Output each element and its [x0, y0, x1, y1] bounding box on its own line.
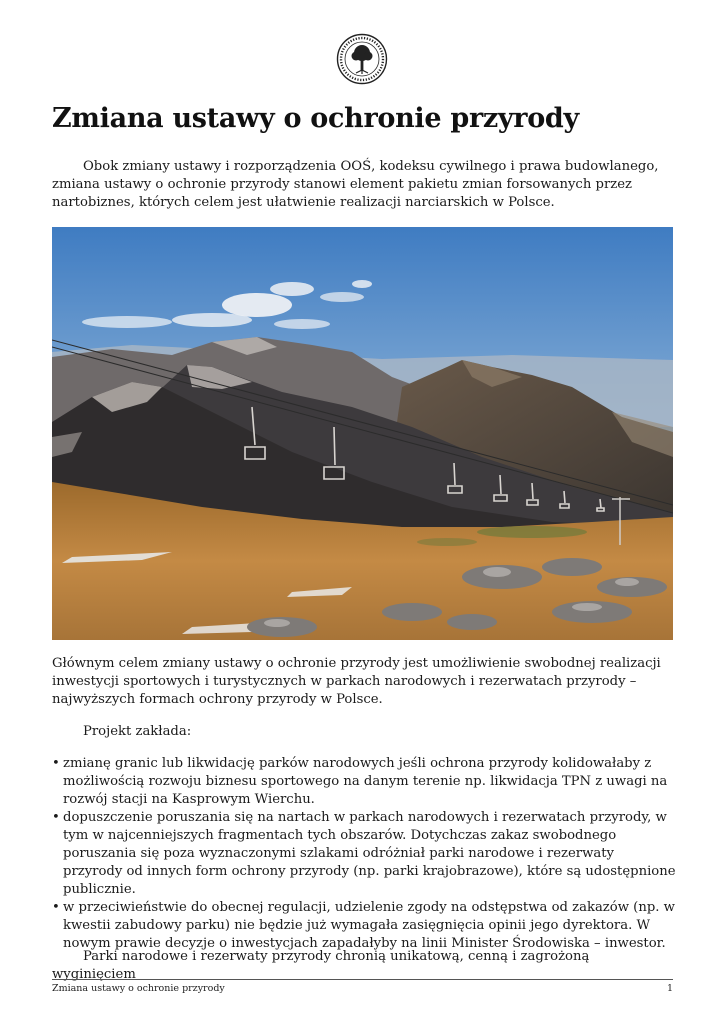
main-goal-paragraph: Głównym celem zmiany ustawy o ochronie przyrody jest umożliwienie swobodnej realizacji inwestycji sportowych i turystycznych w parkach narodowych i rezerwatach przyrody – najwyższych formach ochrony przyrody w Polsce.	[52, 656, 661, 707]
intro-paragraph: Obok zmiany ustawy i rozporządzenia OOŚ, kodeksu cywilnego i prawa budowlanego, zmiana ustawy o ochronie przyrody stanowi element pakietu zmian forsowanych przez nartobiznes, których celem jest ułatwienie realizacji narciarskich w Polsce.	[52, 159, 659, 210]
organization-logo	[336, 33, 388, 85]
bullet-marker: •	[52, 756, 60, 771]
footer-title: Zmiana ustawy o ochronie przyrody	[52, 983, 225, 994]
list-item	[52, 899, 677, 953]
project-intro: Projekt zakłada:	[83, 724, 192, 739]
bullet-marker: •	[52, 900, 60, 915]
bullet-text: zmianę granic lub likwidację parków narodowych jeśli ochrona przyrody kolidowałaby z możliwością rozwoju biznesu sportowego na danym terenie np. likwidacja TPN z uwagi na rozwój stacji na Kasprowym Wierchu.	[63, 756, 668, 807]
list-item	[52, 755, 677, 809]
closing-paragraph: Parki narodowe i rezerwaty przyrody chronią unikatową, cenną i zagrożoną wyginięciem	[52, 949, 590, 982]
list-item	[52, 809, 677, 899]
page-title: Zmiana ustawy o ochronie przyrody	[52, 103, 579, 134]
footer-divider	[52, 979, 673, 980]
bullet-text: w przeciwieństwie do obecnej regulacji, udzielenie zgody na odstępstwa od zakazów (np. w kwestii zabudowy parku) nie będzie już wymagała zasięgnięcia opinii jego dyrektora. W nowym prawie decyzje o inwestycjach zapadałyby na linii Minister Środowiska – inwestor.	[63, 900, 675, 951]
mountain-chairlift-photo	[52, 227, 673, 640]
page-number: 1	[666, 983, 673, 994]
project-bullet-list	[52, 755, 677, 953]
bullet-text: dopuszczenie poruszania się na nartach w parkach narodowych i rezerwatach przyrody, w tym w najcenniejszych fragmentach tych obszarów. Dotychczas zakaz swobodnego poruszania się poza wyznaczonymi szlakami odróżniał parki narodowe i rezerwaty przyrody od innych form ochrony przyrody (np. parki krajobrazowe), które są udostępnione publicznie.	[63, 810, 676, 897]
tree-seal-icon	[336, 33, 388, 85]
bullet-marker: •	[52, 810, 60, 825]
